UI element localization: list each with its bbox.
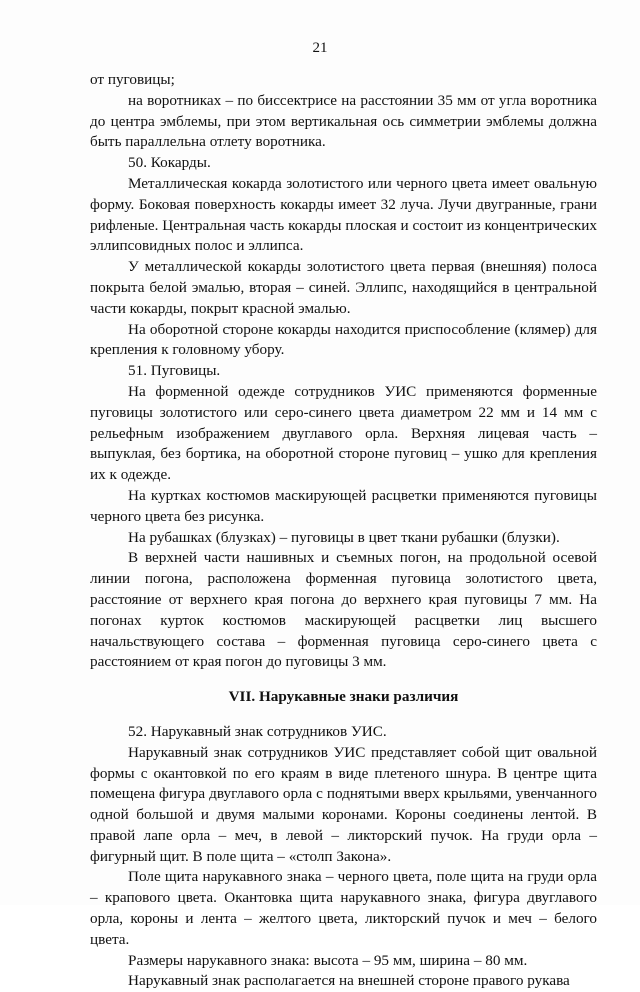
paragraph: На оборотной стороне кокарды находится приспособление (клямер) для крепления к головному убору. bbox=[90, 320, 597, 359]
paragraph: 52. Нарукавный знак сотрудников УИС. bbox=[128, 722, 387, 740]
paragraph: У металлической кокарды золотистого цвета первая (внешняя) полоса покрыта белой эмалью, вторая – синей. Эллипс, находящийся в центральной части кокарды, покрыт красной эмалью. bbox=[90, 258, 597, 317]
section-heading: VII. Нарукавные знаки различия bbox=[228, 688, 459, 706]
paragraphs-after-heading bbox=[90, 722, 597, 992]
paragraph: 51. Пуговицы. bbox=[128, 362, 221, 380]
paragraph: Поле щита нарукавного знака – черного цвета, поле щита на груди орла – крапового цвета. Окантовка щита нарукавного знака, фигура двуглавого орла, короны и лента – желтого цвета, ликторский пучок и меч – белого цвета. bbox=[90, 868, 597, 948]
paragraph: На куртках костюмов маскирующей расцветки применяются пуговицы черного цвета без рисунка. bbox=[90, 486, 597, 525]
paragraph: Размеры нарукавного знака: высота – 95 мм, ширина – 80 мм. bbox=[128, 951, 528, 969]
paragraph: Нарукавный знак сотрудников УИС представляет собой щит овальной формы с окантовкой по его краям в виде плетеного шнура. В центре щита помещена фигура двуглавого орла с поднятыми вверх крыльями, увенчанного одной большой и двумя малыми коронами. Короны соединены лентой. В правой лапе орла – меч, в левой – ликторский пучок. На груди орла – фигурный щит. В поле щита – «столп Закона». bbox=[90, 743, 597, 865]
paragraphs-before-heading bbox=[90, 70, 597, 673]
document-body bbox=[90, 70, 597, 992]
paragraph: Нарукавный знак располагается на внешней стороне правого рукава bbox=[128, 972, 570, 990]
paragraph: 50. Кокарды. bbox=[128, 154, 211, 172]
paragraph: Металлическая кокарда золотистого или черного цвета имеет овальную форму. Боковая поверхность кокарды имеет 32 луча. Лучи двугранные, грани рифленые. Центральная часть кокарды плоская и состоит из концентрических эллипсовидных полос и эллипса. bbox=[90, 174, 597, 255]
paragraph: На форменной одежде сотрудников УИС применяются форменные пуговицы золотистого или серо-синего цвета диаметром 22 мм и 14 мм с рельефным изображением двуглавого орла. Верхняя лицевая часть – выпуклая, без бортика, на оборотной стороне пуговиц – ушко для крепления их к одежде. bbox=[90, 382, 597, 484]
page-number: 21 bbox=[312, 40, 328, 56]
paragraph: В верхней части нашивных и съемных погон, на продольной осевой линии погона, расположена форменная пуговица золотистого цвета, расстояние от верхнего края погона до верхнего края пуговицы 7 мм. На погонах курток костюмов маскирующей расцветки лиц высшего начальствующего состава – форменная пуговица серо-синего цвета с расстоянием от края погон до пуговицы 3 мм. bbox=[90, 549, 597, 671]
paragraph: На рубашках (блузках) – пуговицы в цвет ткани рубашки (блузки). bbox=[128, 528, 560, 546]
paragraph: на воротниках – по биссектрисе на расстоянии 35 мм от угла воротника до центра эмблемы, при этом вертикальная ось симметрии эмблемы должна быть параллельна отлету воротника. bbox=[90, 91, 597, 151]
paragraph: от пуговицы; bbox=[90, 71, 175, 88]
